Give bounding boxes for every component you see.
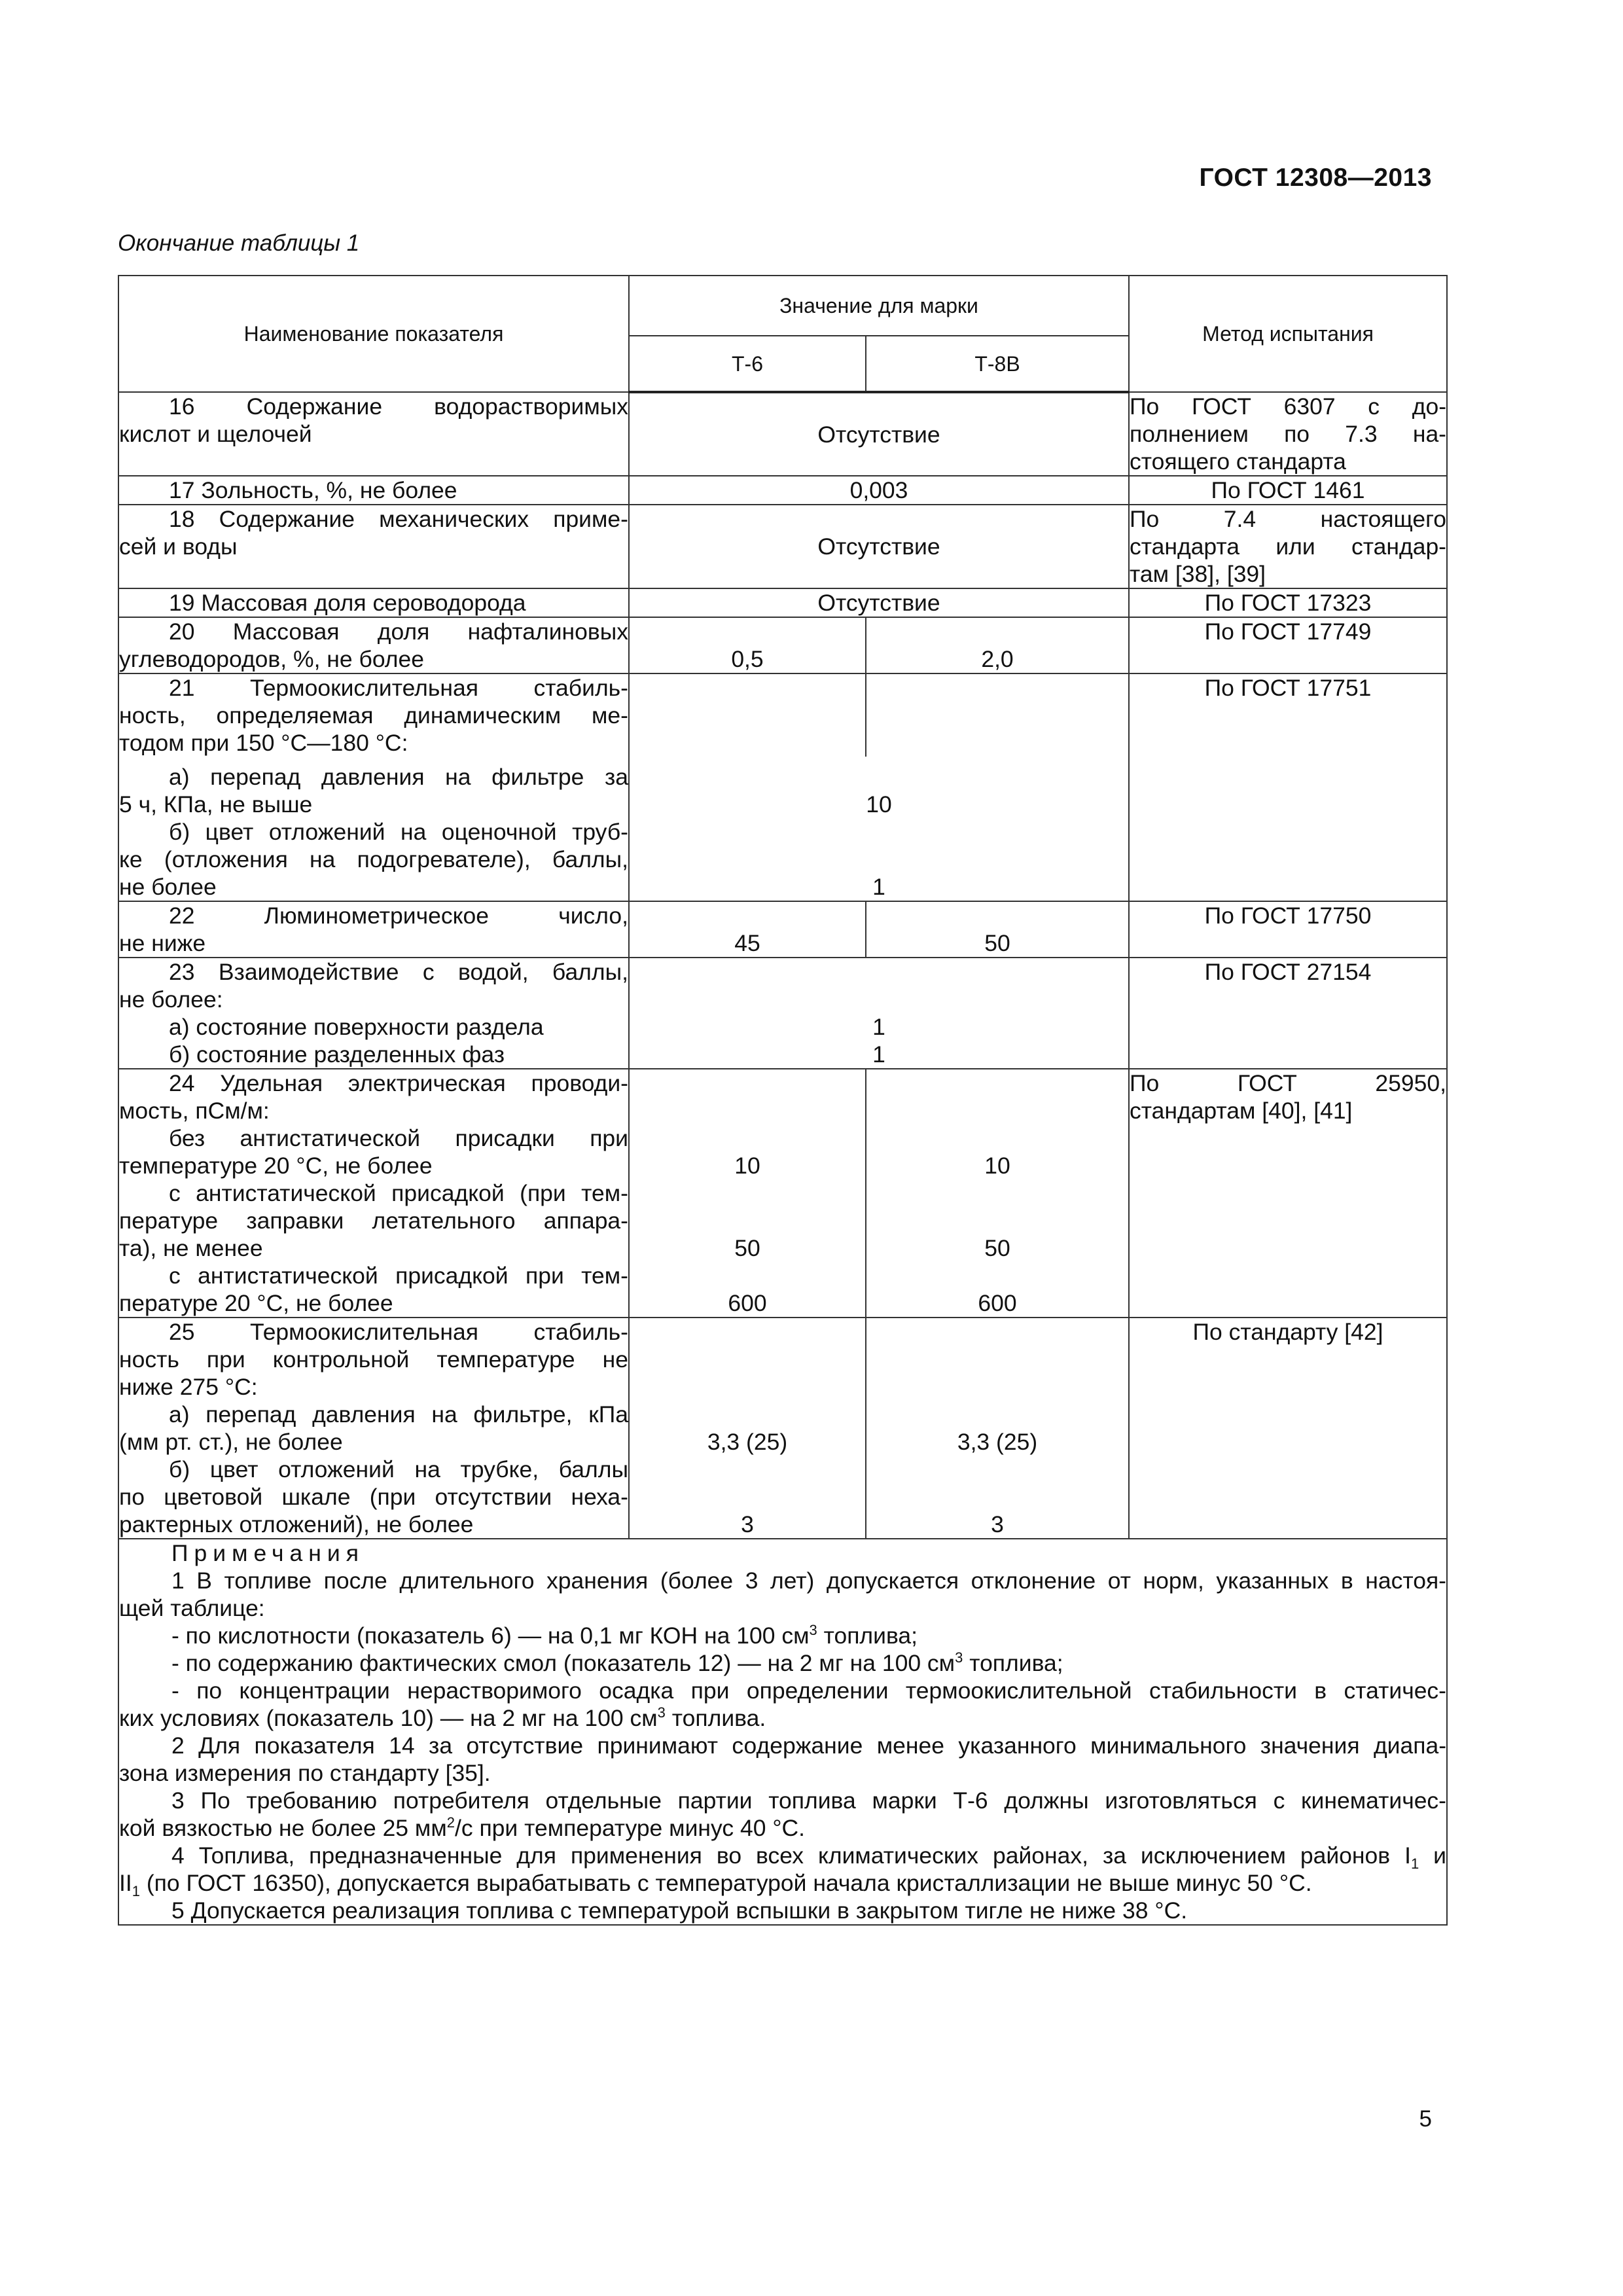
note-text: $II_1$ (по ГОСТ 16350), допускается вырабатывать с температурой начала кристаллизации не выше минус 50 °С. — [119, 1870, 1312, 1900]
row-value-t8v: 50 — [984, 1235, 1010, 1261]
table-row — [118, 392, 1447, 476]
row-value: 1 — [872, 874, 885, 900]
row-value-t6: 3,3 (25) — [707, 1429, 788, 1455]
header-grade-t6: Т-6 — [629, 336, 866, 392]
row-method: По ГОСТ 1461 — [1211, 477, 1365, 503]
row-name: ность, определяемая динамическим ме- — [119, 702, 628, 728]
row-value: 0,003 — [629, 476, 1129, 505]
row-method: По ГОСТ 6307 с до- — [1130, 393, 1447, 420]
table-caption: Окончание таблицы 1 — [118, 230, 360, 256]
row-subitem: та), не менее — [119, 1235, 263, 1261]
row-value-t6: 45 — [734, 930, 760, 956]
table-row — [118, 673, 1447, 757]
row-value-t6: 0,5 — [731, 646, 764, 672]
row-subitem: б) цвет отложений на оценочной труб- — [169, 819, 628, 845]
note-text: - по концентрации нерастворимого осадка при определении термоокислительной стабильности в статичес- — [171, 1677, 1447, 1704]
row-subitem: с антистатической присадкой при тем- — [169, 1263, 628, 1289]
row-subitem: не более — [119, 874, 217, 900]
row-subitem: с антистатической присадкой (при тем- — [169, 1180, 628, 1206]
row-name: 16 Содержание водорастворимых — [169, 393, 628, 420]
notes — [118, 1539, 1447, 1925]
row-method: По ГОСТ 27154 — [1204, 959, 1372, 985]
row-name: тодом при 150 °С—180 °С: — [119, 730, 408, 756]
row-subitem: ке (отложения на подогревателе), баллы, — [119, 846, 628, 872]
note-text: 4 Топлива, предназначенные для применения во всех климатических районах, за исключением районов $I_1$ и — [171, 1842, 1446, 1873]
row-subitem: без антистатической присадки при — [169, 1125, 628, 1151]
note-text: зона измерения по стандарту [35]. — [119, 1760, 491, 1786]
row-value: 1 — [872, 1014, 885, 1040]
row-subitem: а) перепад давления на фильтре за — [169, 764, 628, 790]
row-subitem: а) состояние поверхности раздела — [169, 1014, 544, 1040]
row-name: 24 Удельная электрическая проводи- — [169, 1070, 628, 1096]
row-value-t6: 600 — [728, 1290, 767, 1316]
note-text: щей таблице: — [119, 1595, 265, 1621]
note-text: - по кислотности (показатель 6) — на 0,1 мг КОН на 100 $см^3$ топлива; — [171, 1622, 918, 1649]
table-row — [118, 1318, 1447, 1539]
header-value-group: Значение для марки — [629, 276, 1129, 336]
row-name: 21 Термоокислительная стабиль- — [169, 675, 628, 701]
row-value-t8v: 600 — [978, 1290, 1017, 1316]
row-name: 25 Термоокислительная стабиль- — [169, 1319, 628, 1345]
note-text: 3 По требованию потребителя отдельные партии топлива марки Т-6 должны изготовляться с кинематичес- — [171, 1787, 1447, 1814]
row-subitem: рактерных отложений), не более — [119, 1511, 474, 1537]
table-row — [118, 476, 1447, 505]
row-method: По ГОСТ 17750 — [1204, 903, 1372, 929]
specification-table — [118, 275, 1448, 1926]
row-value: Отсутствие — [629, 505, 1129, 588]
row-method: стандарта или стандар- — [1130, 533, 1447, 560]
note-text: кой вязкостью не более 25 $мм^2/с$ при температуре минус 40 °С. — [119, 1814, 806, 1841]
notes-row — [118, 1539, 1447, 1925]
table-row — [118, 958, 1447, 1069]
note-text: - по содержанию фактических смол (показатель 12) — на 2 мг на 100 $см^3$ топлива; — [171, 1649, 1063, 1676]
row-subitem: а) перепад давления на фильтре, кПа — [169, 1401, 628, 1427]
row-method: По ГОСТ 17323 — [1204, 590, 1372, 616]
row-value-t6: 50 — [734, 1235, 760, 1261]
notes-title: Примечания — [171, 1540, 365, 1566]
row-method: полнением по 7.3 на- — [1130, 421, 1447, 447]
header-name: Наименование показателя — [118, 276, 629, 392]
row-name: 22 Люминометрическое число, — [169, 903, 628, 929]
row-subitem: температуре 20 °С, не более — [119, 1153, 433, 1179]
row-name: мость, пСм/м: — [119, 1098, 270, 1124]
row-value-t8v: 50 — [984, 930, 1010, 956]
row-subitem: пературе 20 °С, не более — [119, 1290, 393, 1316]
row-method: По ГОСТ 17749 — [1204, 619, 1372, 645]
row-method: стандартам [40], [41] — [1130, 1098, 1353, 1124]
table-row — [118, 1069, 1447, 1318]
table-row — [118, 617, 1447, 673]
row-name: кислот и щелочей — [119, 421, 312, 447]
row-method: там [38], [39] — [1130, 561, 1266, 587]
row-subitem: пературе заправки летательного аппара- — [119, 1208, 628, 1234]
header-method: Метод испытания — [1129, 276, 1447, 392]
note-text: 1 В топливе после длительного хранения (более 3 лет) допускается отклонение от норм, указанных в настоя- — [171, 1568, 1447, 1594]
row-value-t8v: 10 — [984, 1153, 1010, 1179]
row-method: По стандарту [42] — [1192, 1319, 1383, 1345]
row-name: 18 Содержание механических приме- — [169, 506, 628, 532]
table-row — [118, 901, 1447, 958]
row-value: 1 — [872, 1041, 885, 1067]
row-name: 20 Массовая доля нафталиновых — [169, 619, 628, 645]
header-grade-t8v: Т-8В — [866, 336, 1129, 392]
table-row — [118, 505, 1447, 588]
row-name: углеводородов, %, не более — [119, 646, 425, 672]
row-value: Отсутствие — [629, 392, 1129, 476]
document-code: ГОСТ 12308—2013 — [1199, 164, 1432, 192]
row-value-t6: 3 — [741, 1511, 754, 1537]
row-value-t8v: 2,0 — [981, 646, 1014, 672]
row-name: ность при контрольной температуре не — [119, 1346, 628, 1372]
note-text: 5 Допускается реализация топлива с температурой вспышки в закрытом тигле не ниже 38 °С. — [171, 1897, 1188, 1924]
row-method: По ГОСТ 17751 — [1204, 675, 1372, 701]
row-method: стоящего стандарта — [1130, 448, 1346, 475]
note-text: ких условиях (показатель 10) — на 2 мг на 100 $см^3$ топлива. — [119, 1704, 766, 1731]
row-value: Отсутствие — [629, 588, 1129, 617]
note-text: 2 Для показателя 14 за отсутствие принимают содержание менее указанного минимального значения диапа- — [171, 1732, 1447, 1759]
row-name: не более: — [119, 986, 223, 1013]
row-name: 23 Взаимодействие с водой, баллы, — [169, 959, 628, 985]
row-value-t6: 10 — [734, 1153, 760, 1179]
row-name: сей и воды — [119, 533, 238, 560]
row-subitem: 5 ч, КПа, не выше — [119, 791, 313, 817]
row-method: По ГОСТ 25950, — [1130, 1070, 1447, 1096]
row-subitem: по цветовой шкале (при отсутствии неха- — [119, 1484, 628, 1510]
row-name: 19 Массовая доля сероводорода — [169, 590, 526, 616]
row-subitem: б) состояние разделенных фаз — [169, 1041, 505, 1067]
row-subitem: б) цвет отложений на трубке, баллы — [169, 1456, 628, 1482]
page-number: 5 — [1419, 2106, 1432, 2132]
row-value-t8v: 3 — [991, 1511, 1004, 1537]
row-name: 17 Зольность, %, не более — [169, 477, 457, 503]
table-row — [118, 588, 1447, 617]
row-method: По 7.4 настоящего — [1130, 506, 1447, 532]
row-value-t8v: 3,3 (25) — [957, 1429, 1038, 1455]
row-subitem: (мм рт. ст.), не более — [119, 1429, 343, 1455]
row-name: не ниже — [119, 930, 206, 956]
row-value: 10 — [866, 791, 892, 817]
row-name: ниже 275 °С: — [119, 1374, 258, 1400]
